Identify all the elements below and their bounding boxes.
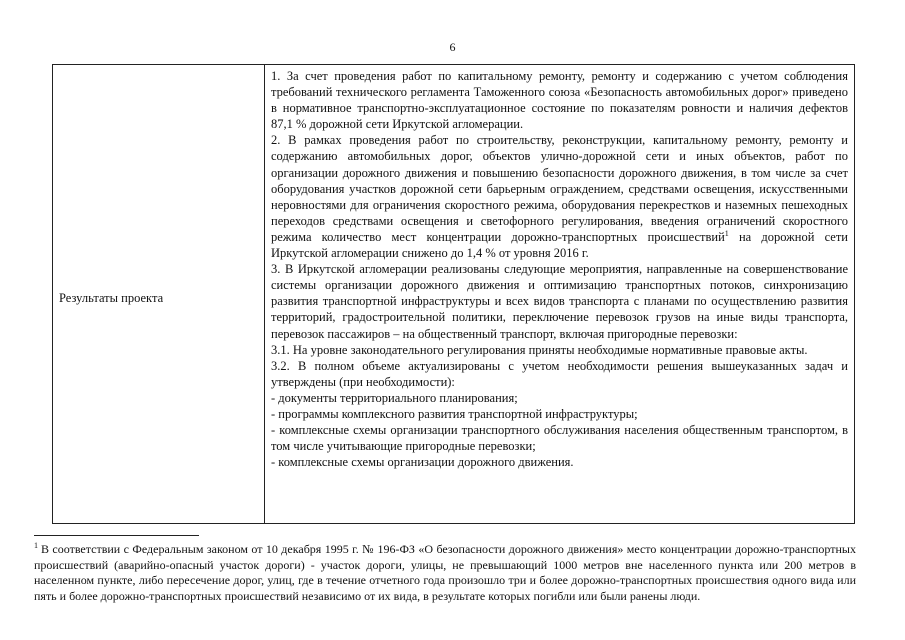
footnote-mark: 1 xyxy=(34,541,38,550)
list-item: - программы комплексного развития транспортной инфраструктуры; xyxy=(271,406,638,421)
paragraph-1: 1. За счет проведения работ по капитальному ремонту, ремонту и содержанию с учетом соблюдения требований технического регламента Таможенного союза «Безопасность автомобильных дорог» приведено в нормативное транспортно-эксплуатационное состояние по показателям ровности и наличия дефектов 87,1 % дорожной сети Иркутской агломерации. xyxy=(271,69,848,132)
row-label: Результаты проекта xyxy=(59,291,164,305)
list-item: - комплексные схемы организации транспортного обслуживания населения общественным транспортом, в том числе учитывающие пригородные перевозки; xyxy=(271,423,848,454)
list-item: - документы территориального планирования; xyxy=(271,390,518,405)
page-number: 6 xyxy=(449,40,456,54)
footnote xyxy=(34,542,856,604)
paragraph-2 xyxy=(271,132,848,261)
paragraph-3-2: 3.2. В полном объеме актуализированы с учетом необходимости решения вышеуказанных задач и утверждены (при необходимости): xyxy=(271,358,848,389)
paragraph-3-1: 3.1. На уровне законодательного регулирования приняты необходимые нормативные правовые акты. xyxy=(271,342,808,357)
content-cell xyxy=(265,65,854,523)
footnote-separator xyxy=(34,535,199,536)
label-cell xyxy=(53,65,265,523)
paragraph-3: 3. В Иркутской агломерации реализованы следующие мероприятия, направленные на совершенствование системы организации дорожного движения и оптимизацию транспортных потоков, синхронизацию развития транспортной инфраструктуры и всех видов транспорта с планами по осуществлению развития территорий, градостроительной политики, переключение перевозок грузов на иные виды транспорта, перевозок пассажиров – на общественный транспорт, включая пригородные перевозки: xyxy=(271,262,848,341)
paragraph-2-text: 2. В рамках проведения работ по строительству, реконструкции, капитальному ремонту, ремонту и содержанию автомобильных дорог, объектов улично-дорожной сети и иных объектов, работ по организации дорожного движения и повышению безопасности дорожного движения, в том числе за счет оборудования участков дорожной сети барьерным ограждением, средствами освещения, искусственными неровностями для ограничения скоростного режима, оборудования перекрестков и наземных пешеходных переходов средствами освещения и светофорного регулирования, введения ограничений скоростного режима количество мест концентрации дорожно-транспортных происшествий xyxy=(271,133,848,244)
footnote-reference[interactable]: 1 xyxy=(724,228,729,238)
paragraph-2-text-end: на дорожной сети Иркутской агломерации снижено до 1,4 % от уровня 2016 г. xyxy=(271,229,848,261)
list-item: - комплексные схемы организации дорожного движения. xyxy=(271,455,574,470)
footnote-text: В соответствии с Федеральным законом от 10 декабря 1995 г. № 196-ФЗ «О безопасности дорожного движения» место концентрации дорожно-транспортных происшествий (аварийно-опасный участок дороги) - участок дороги, улицы, не превышающий 1000 метров вне населенного пункта или 200 метров в населенном пункте, либо пересечение дорог, улиц, где в течение отчетного года произошло три и более дорожно-транспортных происшествия одного вида или пять и более дорожно-транспортных происшествий независимо от их вида, в результате которых погибли или были ранены люди. xyxy=(34,542,856,603)
results-table xyxy=(52,64,855,524)
